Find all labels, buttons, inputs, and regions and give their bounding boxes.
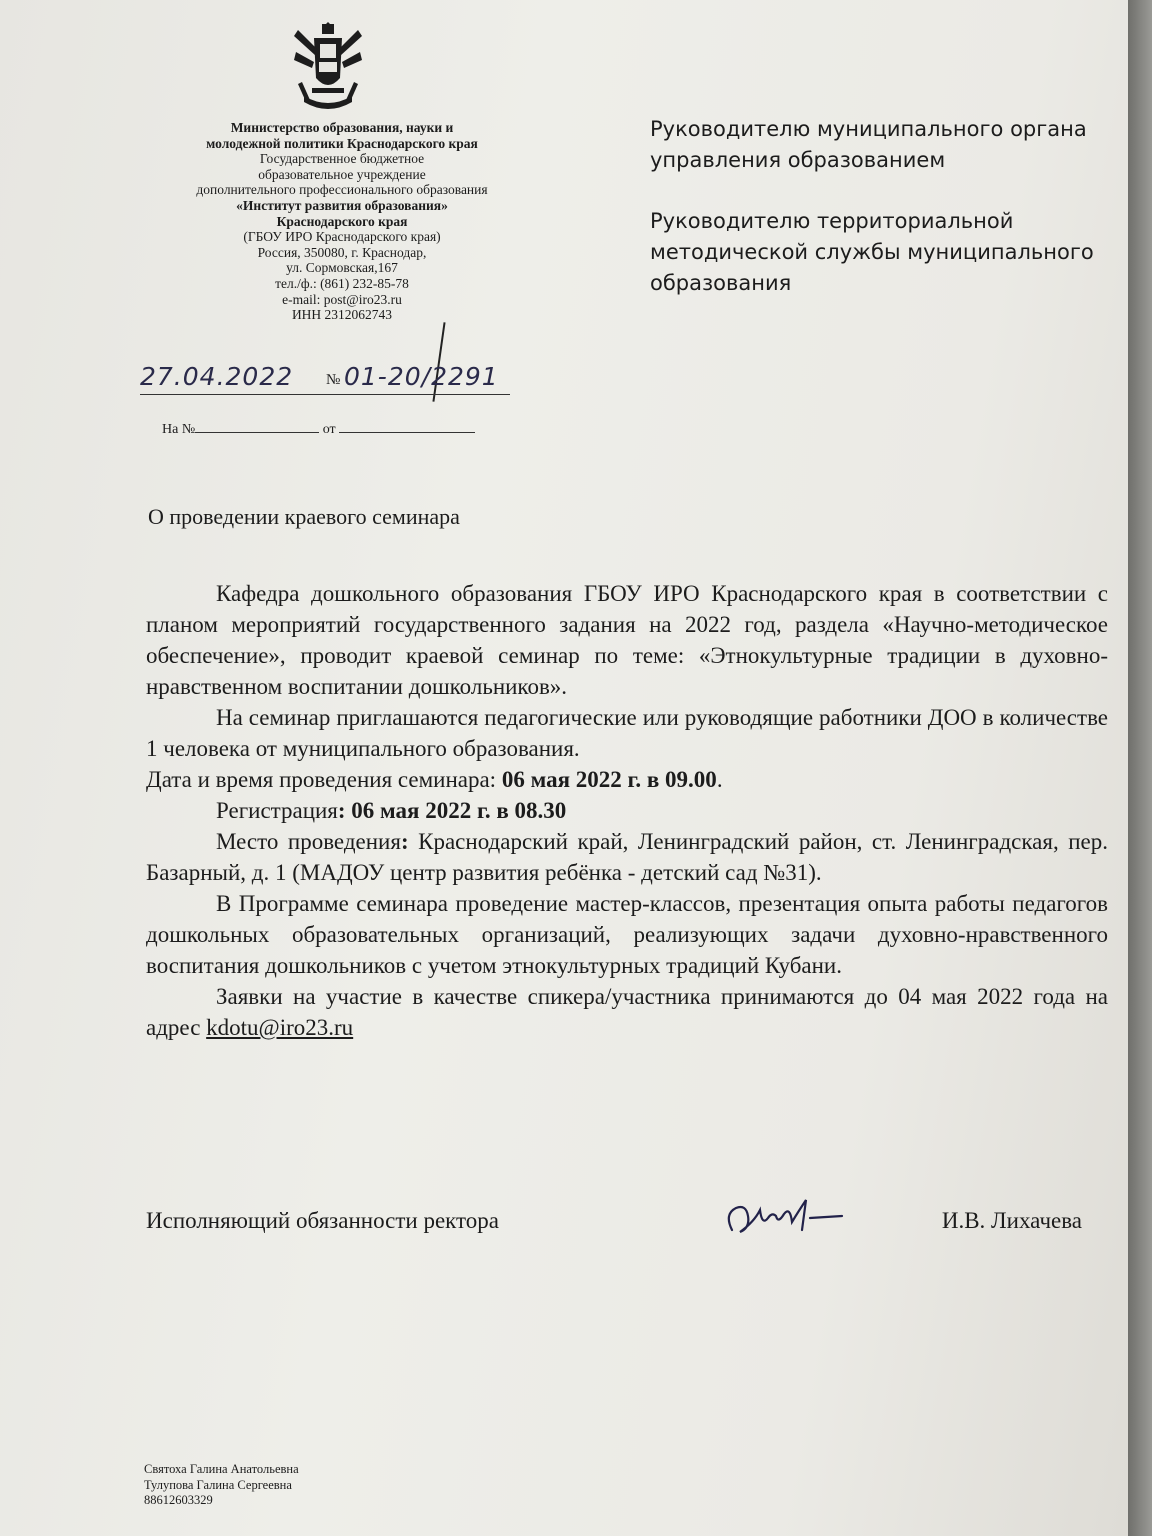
- registration-line: [140, 362, 544, 402]
- footer-line: Тулупова Галина Сергеевна: [144, 1477, 292, 1492]
- location-label: Место проведения: [216, 829, 401, 854]
- body-paragraph-location: [146, 826, 1108, 888]
- reference-line: [162, 420, 475, 438]
- header-line: «Институт развития образования»: [236, 197, 448, 213]
- applications-text: Заявки на участие в качестве спикера/участника принимаются до 04 мая 2022 года на адрес: [146, 984, 1108, 1040]
- body-paragraph-applications: [146, 981, 1108, 1043]
- header-line: Краснодарского края: [276, 213, 408, 229]
- header-line: ИНН 2312062743: [291, 307, 393, 323]
- executor-footer: [144, 1462, 299, 1509]
- header-line: тел./ф.: (861) 232-85-78: [275, 275, 409, 291]
- footer-line: 88612603329: [144, 1493, 213, 1507]
- date-label: Дата и время проведения семинара:: [146, 767, 502, 792]
- date-value: 06 мая 2022 г. в 09.00: [501, 767, 717, 792]
- location-text: Краснодарский край, Ленинградский район, ст. Ленинградская, пер. Базарный, д. 1 (МАДОУ центр развития ребёнка - детский сад №31).: [146, 829, 1108, 885]
- body-paragraph-date: [146, 764, 1108, 795]
- header-line: Государственное бюджетное: [259, 151, 425, 167]
- body-paragraph-registration: [146, 795, 1108, 826]
- reference-blank: [195, 420, 319, 433]
- header-line: ул. Сормовская,167: [286, 260, 398, 276]
- location-colon: :: [400, 829, 409, 854]
- signature-row: [146, 1208, 1108, 1248]
- date-end: .: [716, 767, 723, 792]
- header-line: дополнительного профессионального образования: [196, 182, 488, 198]
- reference-label: На №: [162, 422, 196, 437]
- sender-header: [140, 120, 544, 323]
- body-paragraph: Кафедра дошкольного образования ГБОУ ИРО Краснодарского края в соответствии с планом мероприятий государственного задания на 2022 год, раздела «Научно-методическое обеспечение», проводит краевой семинар по теме: «Этнокультурные традиции в духовно-нравственном воспитании дошкольников».: [146, 581, 1108, 699]
- reference-from-label: от: [322, 422, 336, 437]
- registration-value: : 06 мая 2022 г. в 08.30: [337, 798, 567, 823]
- header-line: Министерство образования, науки и: [230, 120, 454, 135]
- handwritten-signature: [718, 1192, 848, 1242]
- reference-from-blank: [339, 420, 475, 433]
- number-label: №: [326, 372, 341, 388]
- contact-email-link[interactable]: kdotu@iro23.ru: [206, 1015, 354, 1040]
- header-line: e-mail: post@iro23.ru: [282, 291, 402, 307]
- signatory-title: Исполняющий обязанности ректора: [146, 1208, 499, 1233]
- registration-label: Регистрация: [216, 798, 338, 823]
- body-paragraph: На семинар приглашаются педагогические или руководящие работники ДОО в количестве 1 человека от муниципального образования.: [146, 705, 1108, 761]
- registration-date: 27.04.2022: [140, 362, 294, 391]
- registration-underline: [140, 394, 510, 395]
- addressee-first: Руководителю муниципального органа управления образованием: [650, 117, 1087, 172]
- body-paragraph: В Программе семинара проведение мастер-классов, презентация опыта работы педагогов дошкольных образовательных организаций, реализующих задачи духовно-нравственного воспитания дошкольников с учетом этнокультурных традиций Кубани.: [146, 891, 1108, 978]
- letter-subject: О проведении краевого семинара: [148, 504, 460, 529]
- letter-body: [146, 578, 1108, 1043]
- coat-of-arms-emblem: [292, 22, 364, 118]
- header-line: Россия, 350080, г. Краснодар,: [257, 244, 427, 260]
- addressee-second: Руководителю территориальной методической службы муниципального образования: [650, 209, 1094, 295]
- addressee-block: [650, 114, 1110, 329]
- header-line: молодежной политики Краснодарского края: [206, 135, 478, 151]
- background-edge: [1128, 0, 1152, 1536]
- registration-number: 01-20/2291: [344, 362, 499, 391]
- signatory-name: И.В. Лихачева: [941, 1208, 1082, 1233]
- footer-line: Святоха Галина Анатольевна: [144, 1462, 299, 1476]
- header-line: образовательное учреждение: [258, 166, 426, 182]
- header-line: (ГБОУ ИРО Краснодарского края): [243, 229, 441, 245]
